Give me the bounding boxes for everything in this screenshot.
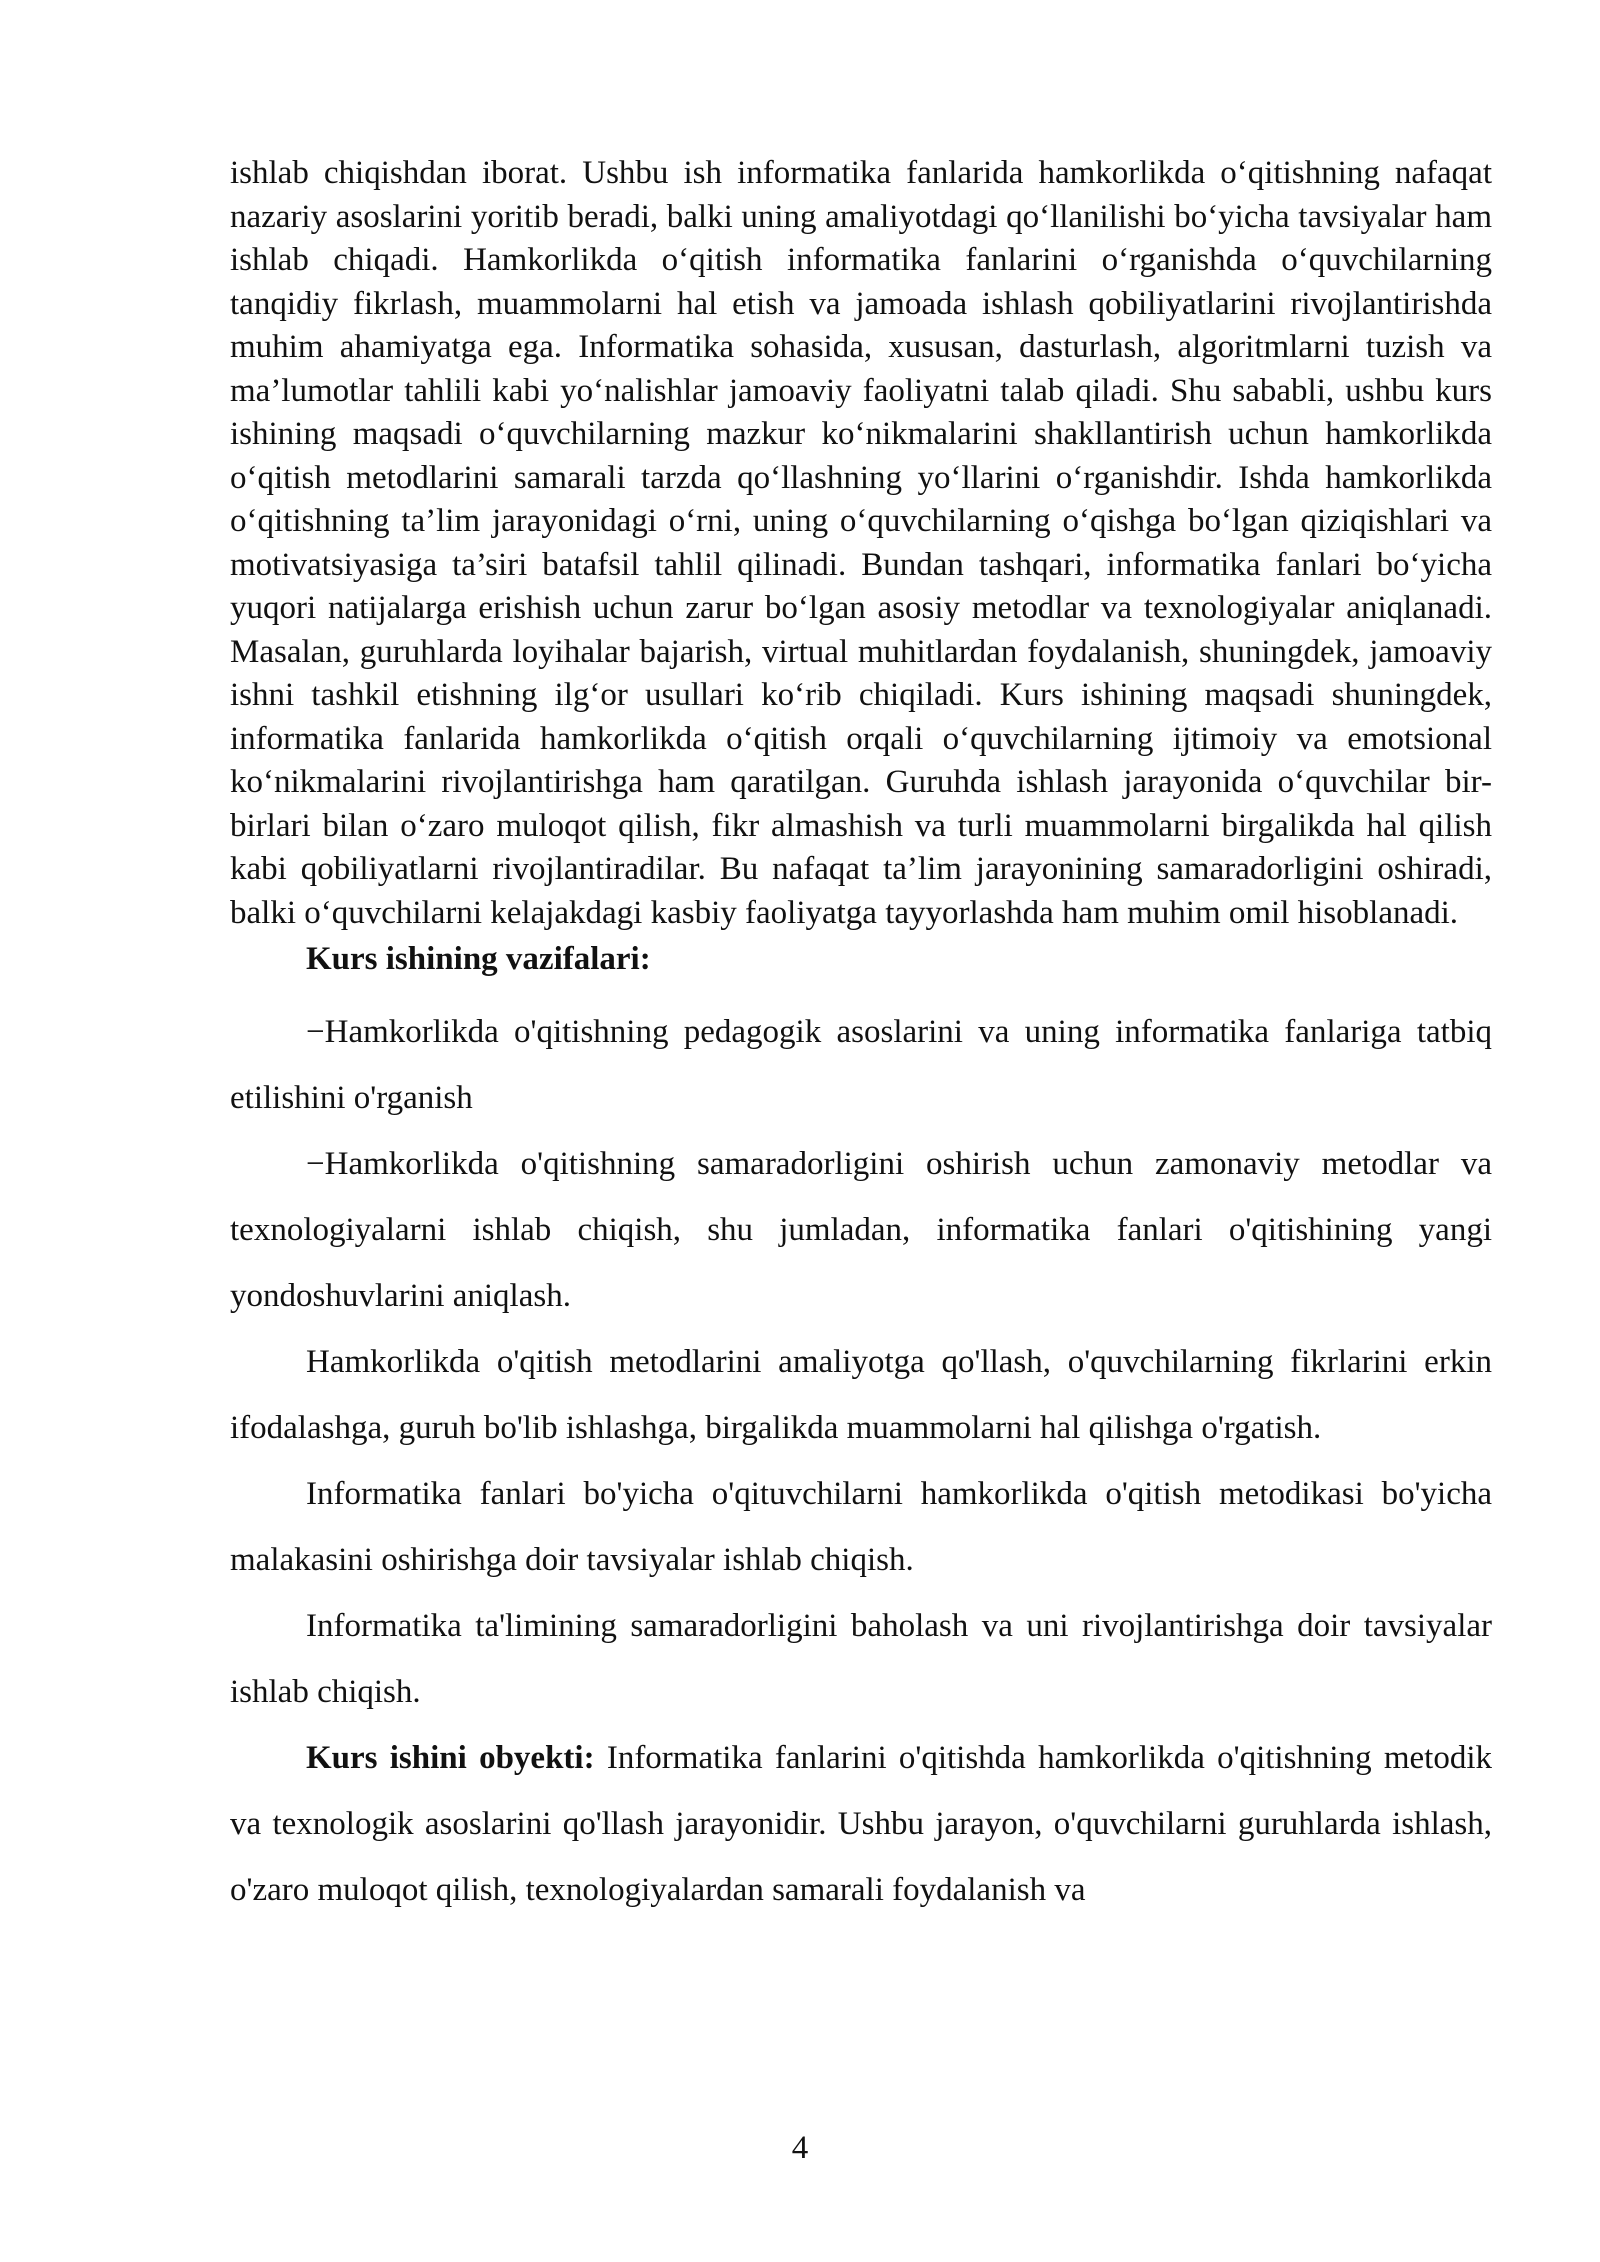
intro-paragraph: ishlab chiqishdan iborat. Ushbu ish informatika fanlarida hamkorlikda o‘qitishning nafaqat nazariy asoslarini yoritib beradi, balki uning amaliyotdagi qo‘llanilishi bo‘yicha tavsiyalar ham ishlab chiqadi. Hamkorlikda o‘qitish informatika fanlarini o‘rganishda o‘quvchilarning tanqidiy fikrlash, muammolarni hal etish va jamoada ishlash qobiliyatlarini rivojlantirishda muhim ahamiyatga ega. Informatika sohasida, xususan, dasturlash, algoritmlarni tuzish va ma’lumotlar tahlili kabi yo‘nalishlar jamoaviy faoliyatni talab qiladi. Shu sababli, ushbu kurs ishining maqsadi o‘quvchilarning mazkur ko‘nikmalarini shakllantirish uchun hamkorlikda o‘qitish metodlarini samarali tarzda qo‘llashning yo‘llarini o‘rganishdir. Ishda hamkorlikda o‘qitishning ta’lim jarayonidagi o‘rni, uning o‘quvchilarning o‘qishga bo‘lgan qiziqishlari va motivatsiyasiga ta’siri batafsil tahlil qilinadi. Bundan tashqari, informatika fanlari bo‘yicha yuqori natijalarga erishish uchun zarur bo‘lgan asosiy metodlar va texnologiyalar aniqlanadi. Masalan, guruhlarda loyihalar bajarish, virtual muhitlardan foydalanish, shuningdek, jamoaviy ishni tashkil etishning ilg‘or usullari ko‘rib chiqiladi. Kurs ishining maqsadi shuningdek, informatika fanlarida hamkorlikda o‘qitish orqali o‘quvchilarning ijtimoiy va emotsional ko‘nikmalarini rivojlantirishga ham qaratilgan. Guruhda ishlash jarayonida o‘quvchilar bir-birlari bilan o‘zaro muloqot qilish, fikr almashish va turli muammolarni birgalikda hal qilish kabi qobiliyatlarni rivojlantiradilar. Bu nafaqat ta’lim jarayonining samaradorligini oshiradi, balki o‘quvchilarni kelajakdagi kasbiy faoliyatga tayyorlashda ham muhim omil hisoblanadi. xyxy=(230,155,1492,931)
dash-bullet: − xyxy=(306,1014,325,1050)
task-item-5: Informatika ta'limining samaradorligini baholash va uni rivojlantirishga doir tavsiyalar ishlab chiqish. xyxy=(230,1608,1492,1710)
tasks-list xyxy=(230,999,1492,1923)
page-content xyxy=(230,152,1492,1923)
page-number: 4 xyxy=(791,2130,809,2166)
task-item-1 xyxy=(230,999,1492,1131)
object-label: Kurs ishini obyekti: xyxy=(306,1740,595,1776)
object-paragraph xyxy=(230,1725,1492,1923)
object-text: Informatika fanlarini o'qitishda hamkorlikda o'qitishning metodik va texnologik asoslarini qo'llash jarayonidir. Ushbu jarayon, o'quvchilarni guruhlarda ishlash, o'zaro muloqot qilish, texnologiyalardan samarali foydalanish va xyxy=(230,1740,1492,1908)
task-item-text: Hamkorlikda o'qitishning samaradorligini oshirish uchun zamonaviy metodlar va texnologiyalarni ishlab chiqish, shu jumladan, informatika fanlari o'qitishining yangi yondoshuvlarini aniqlash. xyxy=(230,1146,1492,1314)
tasks-heading: Kurs ishining vazifalari: xyxy=(306,941,651,977)
dash-bullet: − xyxy=(306,1146,325,1182)
task-item-4: Informatika fanlari bo'yicha o'qituvchilarni hamkorlikda o'qitish metodikasi bo'yicha malakasini oshirishga doir tavsiyalar ishlab chiqish. xyxy=(230,1476,1492,1578)
task-item-text: Hamkorlikda o'qitishning pedagogik asoslarini va uning informatika fanlariga tatbiq etilishini o'rganish xyxy=(230,1014,1492,1116)
task-item-2 xyxy=(230,1131,1492,1329)
task-item-3: Hamkorlikda o'qitish metodlarini amaliyotga qo'llash, o'quvchilarning fikrlarini erkin ifodalashga, guruh bo'lib ishlashga, birgalikda muammolarni hal qilishga o'rgatish. xyxy=(230,1344,1492,1446)
